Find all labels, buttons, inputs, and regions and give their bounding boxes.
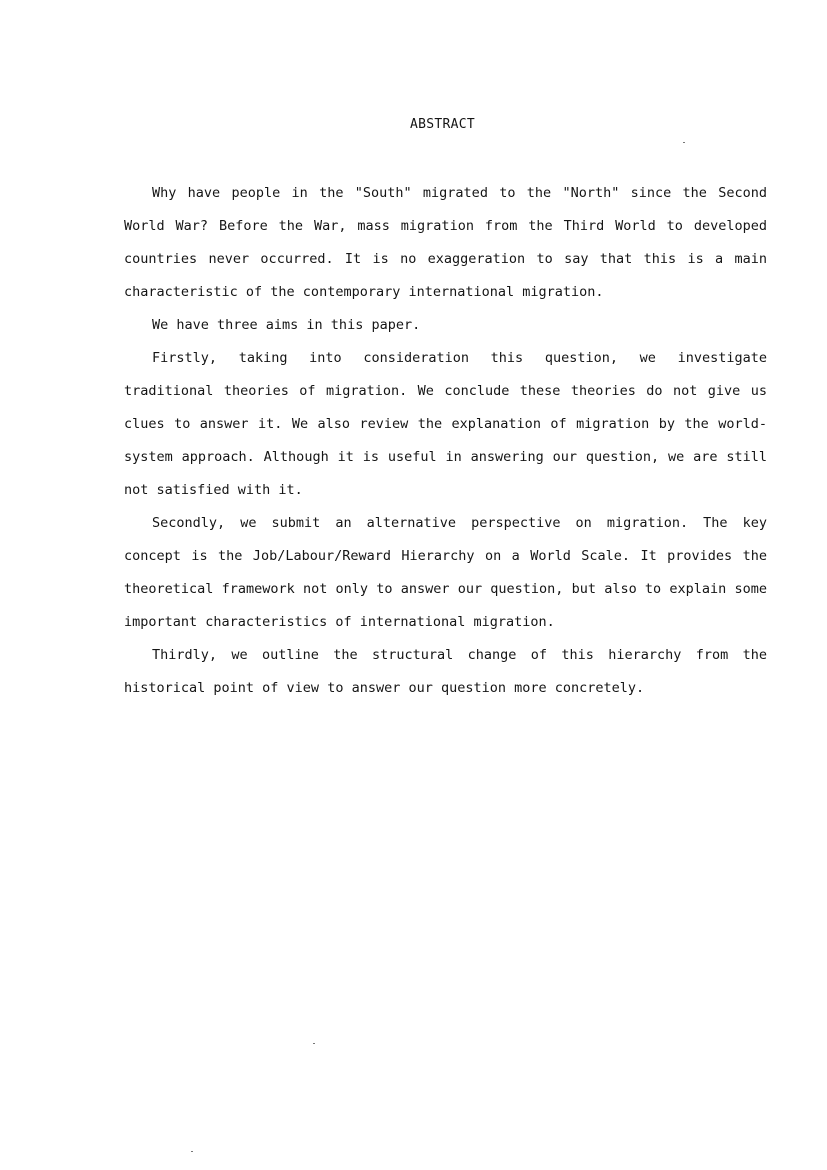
paragraph-secondly: Secondly, we submit an alternative perspective on migration. The key concept is the Job/Labour/Reward Hierarchy on a World Scale. It provides the theoretical framework not only to answer our question, but also to explain some important characteristics of international migration. (124, 515, 767, 630)
paragraph-thirdly: Thirdly, we outline the structural change of this hierarchy from the historical point of view to answer our question more concretely. (124, 647, 767, 696)
paragraph-aims: We have three aims in this paper. (152, 317, 421, 333)
abstract-body (124, 177, 767, 705)
paragraph-intro: Why have people in the "South" migrated to the "North" since the Second World War? Before the War, mass migration from the Third World to developed countries never occurred. It is no exaggeration to say that this is a main characteristic of the contemporary international migration. (124, 185, 767, 300)
paragraph-firstly: Firstly, taking into consideration this question, we investigate traditional theories of migration. We conclude these theories do not give us clues to answer it. We also review the explanation of migration by the world-system approach. Although it is useful in answering our question, we are still not satisfied with it. (124, 350, 767, 498)
scan-speck (683, 142, 685, 143)
abstract-heading: ABSTRACT (409, 117, 475, 132)
scan-speck (191, 1151, 193, 1152)
scan-speck (313, 1043, 315, 1044)
